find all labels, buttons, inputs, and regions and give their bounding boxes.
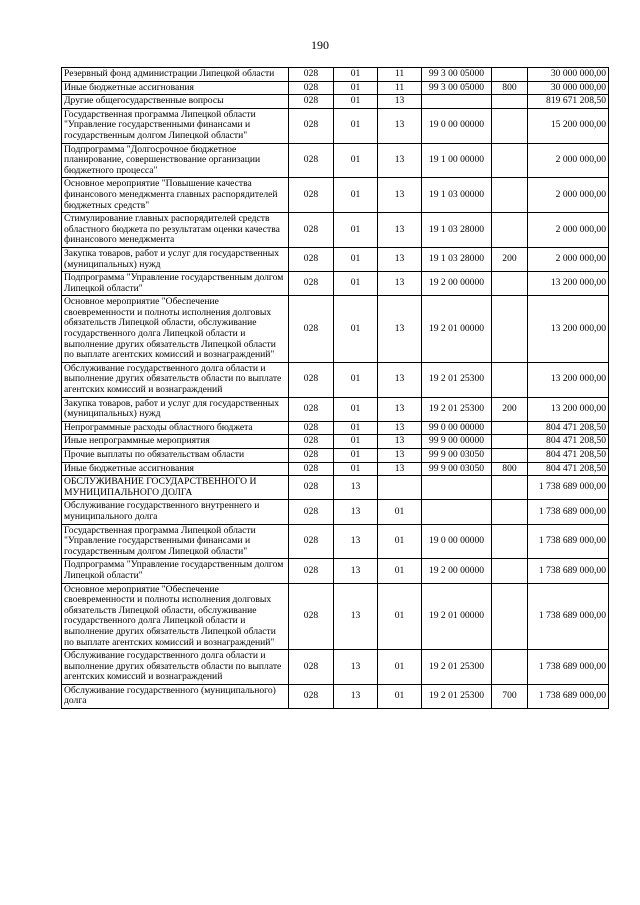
subsection-code-cell: 01	[378, 650, 422, 685]
target-article-cell: 99 9 00 03050	[422, 449, 492, 463]
section-code-cell: 01	[334, 95, 378, 109]
expense-type-cell	[492, 296, 528, 363]
amount-cell: 30 000 000,00	[528, 68, 609, 82]
subsection-code-cell: 13	[378, 178, 422, 213]
ministry-code-cell: 028	[289, 684, 334, 708]
subsection-code-cell: 01	[378, 559, 422, 583]
target-article-cell: 99 9 00 03050	[422, 462, 492, 476]
subsection-code-cell: 13	[378, 272, 422, 296]
expense-type-cell: 200	[492, 247, 528, 271]
row-name-cell: Другие общегосударственные вопросы	[62, 95, 289, 109]
target-article-cell: 99 0 00 00000	[422, 421, 492, 435]
table-row	[62, 178, 609, 213]
target-article-cell: 99 3 00 05000	[422, 68, 492, 82]
target-article-cell: 19 2 00 00000	[422, 272, 492, 296]
ministry-code-cell: 028	[289, 143, 334, 178]
expense-type-cell	[492, 143, 528, 178]
table-row	[62, 143, 609, 178]
row-name-cell: Подпрограмма "Управление государственным долгом Липецкой области"	[62, 559, 289, 583]
amount-cell: 804 471 208,50	[528, 421, 609, 435]
subsection-code-cell: 01	[378, 583, 422, 650]
ministry-code-cell: 028	[289, 362, 334, 397]
amount-cell: 13 200 000,00	[528, 397, 609, 421]
ministry-code-cell: 028	[289, 247, 334, 271]
section-code-cell: 01	[334, 68, 378, 82]
target-article-cell: 19 0 00 00000	[422, 108, 492, 143]
ministry-code-cell: 028	[289, 650, 334, 685]
expense-type-cell: 700	[492, 684, 528, 708]
row-name-cell: Обслуживание государственного долга области и выполнение других обязательств области по выплате агентских комиссий и вознаграждений	[62, 362, 289, 397]
row-name-cell: Обслуживание государственного внутреннего и муниципального долга	[62, 500, 289, 524]
target-article-cell	[422, 476, 492, 500]
ministry-code-cell: 028	[289, 583, 334, 650]
target-article-cell: 19 2 01 00000	[422, 583, 492, 650]
section-code-cell: 13	[334, 500, 378, 524]
subsection-code-cell: 13	[378, 449, 422, 463]
amount-cell: 804 471 208,50	[528, 449, 609, 463]
row-name-cell: Основное мероприятие "Обеспечение своевременности и полноты исполнения долговых обязательств Липецкой области, обслуживание государственного долга Липецкой области и выполнение других обязательств Липецкой области по выплате агентских комиссий и вознаграждений"	[62, 296, 289, 363]
amount-cell: 1 738 689 000,00	[528, 650, 609, 685]
table-row	[62, 68, 609, 82]
subsection-code-cell: 01	[378, 524, 422, 559]
table-row	[62, 524, 609, 559]
subsection-code-cell: 13	[378, 362, 422, 397]
ministry-code-cell: 028	[289, 296, 334, 363]
ministry-code-cell: 028	[289, 524, 334, 559]
subsection-code-cell: 11	[378, 81, 422, 95]
expense-type-cell: 200	[492, 397, 528, 421]
row-name-cell: Подпрограмма "Долгосрочное бюджетное планирование, совершенствование организации бюджетного процесса"	[62, 143, 289, 178]
table-row	[62, 650, 609, 685]
expense-type-cell	[492, 108, 528, 143]
amount-cell: 13 200 000,00	[528, 362, 609, 397]
subsection-code-cell: 01	[378, 500, 422, 524]
amount-cell: 819 671 208,50	[528, 95, 609, 109]
budget-table	[61, 67, 609, 709]
target-article-cell	[422, 95, 492, 109]
table-row	[62, 296, 609, 363]
ministry-code-cell: 028	[289, 435, 334, 449]
target-article-cell: 19 2 01 00000	[422, 296, 492, 363]
ministry-code-cell: 028	[289, 178, 334, 213]
ministry-code-cell: 028	[289, 213, 334, 248]
expense-type-cell	[492, 68, 528, 82]
table-row	[62, 476, 609, 500]
expense-type-cell: 800	[492, 462, 528, 476]
row-name-cell: Иные бюджетные ассигнования	[62, 81, 289, 95]
expense-type-cell	[492, 583, 528, 650]
target-article-cell: 19 2 01 25300	[422, 397, 492, 421]
amount-cell: 1 738 689 000,00	[528, 559, 609, 583]
budget-table-body	[62, 68, 609, 709]
table-row	[62, 95, 609, 109]
table-row	[62, 684, 609, 708]
row-name-cell: Непрограммные расходы областного бюджета	[62, 421, 289, 435]
amount-cell: 1 738 689 000,00	[528, 500, 609, 524]
section-code-cell: 01	[334, 213, 378, 248]
row-name-cell: Иные непрограммные мероприятия	[62, 435, 289, 449]
subsection-code-cell: 11	[378, 68, 422, 82]
subsection-code-cell: 13	[378, 296, 422, 363]
target-article-cell: 99 9 00 00000	[422, 435, 492, 449]
amount-cell: 13 200 000,00	[528, 272, 609, 296]
target-article-cell: 99 3 00 05000	[422, 81, 492, 95]
table-row	[62, 247, 609, 271]
expense-type-cell	[492, 421, 528, 435]
subsection-code-cell: 13	[378, 213, 422, 248]
expense-type-cell	[492, 178, 528, 213]
row-name-cell: ОБСЛУЖИВАНИЕ ГОСУДАРСТВЕННОГО И МУНИЦИПАЛЬНОГО ДОЛГА	[62, 476, 289, 500]
row-name-cell: Иные бюджетные ассигнования	[62, 462, 289, 476]
ministry-code-cell: 028	[289, 81, 334, 95]
section-code-cell: 01	[334, 272, 378, 296]
subsection-code-cell: 13	[378, 462, 422, 476]
section-code-cell: 13	[334, 583, 378, 650]
amount-cell: 2 000 000,00	[528, 247, 609, 271]
target-article-cell	[422, 500, 492, 524]
subsection-code-cell: 13	[378, 95, 422, 109]
expense-type-cell	[492, 559, 528, 583]
table-row	[62, 81, 609, 95]
row-name-cell: Обслуживание государственного (муниципального) долга	[62, 684, 289, 708]
ministry-code-cell: 028	[289, 68, 334, 82]
section-code-cell: 01	[334, 108, 378, 143]
section-code-cell: 01	[334, 81, 378, 95]
table-row	[62, 583, 609, 650]
section-code-cell: 01	[334, 143, 378, 178]
section-code-cell: 13	[334, 684, 378, 708]
target-article-cell: 19 2 01 25300	[422, 362, 492, 397]
expense-type-cell	[492, 272, 528, 296]
row-name-cell: Закупка товаров, работ и услуг для государственных (муниципальных) нужд	[62, 397, 289, 421]
row-name-cell: Подпрограмма "Управление государственным долгом Липецкой области"	[62, 272, 289, 296]
table-row	[62, 435, 609, 449]
target-article-cell: 19 1 00 00000	[422, 143, 492, 178]
page-number: 190	[311, 38, 329, 52]
section-code-cell: 01	[334, 435, 378, 449]
section-code-cell: 01	[334, 178, 378, 213]
ministry-code-cell: 028	[289, 462, 334, 476]
expense-type-cell	[492, 95, 528, 109]
expense-type-cell	[492, 213, 528, 248]
ministry-code-cell: 028	[289, 559, 334, 583]
section-code-cell: 13	[334, 524, 378, 559]
ministry-code-cell: 028	[289, 421, 334, 435]
row-name-cell: Стимулирование главных распорядителей средств областного бюджета по результатам оценки качества финансового менеджмента	[62, 213, 289, 248]
subsection-code-cell: 13	[378, 435, 422, 449]
section-code-cell: 13	[334, 476, 378, 500]
ministry-code-cell: 028	[289, 397, 334, 421]
expense-type-cell	[492, 524, 528, 559]
amount-cell: 1 738 689 000,00	[528, 476, 609, 500]
ministry-code-cell: 028	[289, 95, 334, 109]
subsection-code-cell: 01	[378, 684, 422, 708]
section-code-cell: 13	[334, 559, 378, 583]
subsection-code-cell: 13	[378, 143, 422, 178]
target-article-cell: 19 1 03 28000	[422, 247, 492, 271]
row-name-cell: Закупка товаров, работ и услуг для государственных (муниципальных) нужд	[62, 247, 289, 271]
amount-cell: 2 000 000,00	[528, 178, 609, 213]
row-name-cell: Государственная программа Липецкой области "Управление государственными финансами и государственным долгом Липецкой области"	[62, 108, 289, 143]
expense-type-cell	[492, 362, 528, 397]
section-code-cell: 01	[334, 397, 378, 421]
table-row	[62, 462, 609, 476]
subsection-code-cell: 13	[378, 421, 422, 435]
section-code-cell: 01	[334, 421, 378, 435]
table-row	[62, 108, 609, 143]
table-row	[62, 362, 609, 397]
expense-type-cell	[492, 500, 528, 524]
row-name-cell: Резервный фонд администрации Липецкой области	[62, 68, 289, 82]
target-article-cell: 19 2 01 25300	[422, 684, 492, 708]
amount-cell: 2 000 000,00	[528, 213, 609, 248]
section-code-cell: 01	[334, 462, 378, 476]
target-article-cell: 19 2 00 00000	[422, 559, 492, 583]
ministry-code-cell: 028	[289, 500, 334, 524]
section-code-cell: 01	[334, 247, 378, 271]
row-name-cell: Государственная программа Липецкой области "Управление государственными финансами и государственным долгом Липецкой области"	[62, 524, 289, 559]
amount-cell: 1 738 689 000,00	[528, 524, 609, 559]
ministry-code-cell: 028	[289, 272, 334, 296]
amount-cell: 2 000 000,00	[528, 143, 609, 178]
amount-cell: 13 200 000,00	[528, 296, 609, 363]
subsection-code-cell: 13	[378, 108, 422, 143]
subsection-code-cell: 13	[378, 397, 422, 421]
row-name-cell: Прочие выплаты по обязательствам области	[62, 449, 289, 463]
table-row	[62, 272, 609, 296]
expense-type-cell	[492, 476, 528, 500]
section-code-cell: 01	[334, 362, 378, 397]
table-row	[62, 559, 609, 583]
amount-cell: 804 471 208,50	[528, 462, 609, 476]
table-row	[62, 213, 609, 248]
target-article-cell: 19 1 03 00000	[422, 178, 492, 213]
subsection-code-cell	[378, 476, 422, 500]
row-name-cell: Обслуживание государственного долга области и выполнение других обязательств области по выплате агентских комиссий и вознаграждений	[62, 650, 289, 685]
row-name-cell: Основное мероприятие "Обеспечение своевременности и полноты исполнения долговых обязательств Липецкой области, обслуживание государственного долга Липецкой области и выполнение других обязательств Липецкой области по выплате агентских комиссий и вознаграждений"	[62, 583, 289, 650]
row-name-cell: Основное мероприятие "Повышение качества финансового менеджмента главных распорядителей бюджетных средств"	[62, 178, 289, 213]
amount-cell: 1 738 689 000,00	[528, 583, 609, 650]
table-row	[62, 449, 609, 463]
target-article-cell: 19 1 03 28000	[422, 213, 492, 248]
target-article-cell: 19 2 01 25300	[422, 650, 492, 685]
target-article-cell: 19 0 00 00000	[422, 524, 492, 559]
amount-cell: 30 000 000,00	[528, 81, 609, 95]
ministry-code-cell: 028	[289, 108, 334, 143]
ministry-code-cell: 028	[289, 476, 334, 500]
amount-cell: 804 471 208,50	[528, 435, 609, 449]
table-row	[62, 500, 609, 524]
expense-type-cell	[492, 650, 528, 685]
table-row	[62, 397, 609, 421]
subsection-code-cell: 13	[378, 247, 422, 271]
expense-type-cell	[492, 449, 528, 463]
amount-cell: 15 200 000,00	[528, 108, 609, 143]
section-code-cell: 01	[334, 449, 378, 463]
section-code-cell: 01	[334, 296, 378, 363]
table-row	[62, 421, 609, 435]
expense-type-cell	[492, 435, 528, 449]
section-code-cell: 13	[334, 650, 378, 685]
expense-type-cell: 800	[492, 81, 528, 95]
amount-cell: 1 738 689 000,00	[528, 684, 609, 708]
ministry-code-cell: 028	[289, 449, 334, 463]
